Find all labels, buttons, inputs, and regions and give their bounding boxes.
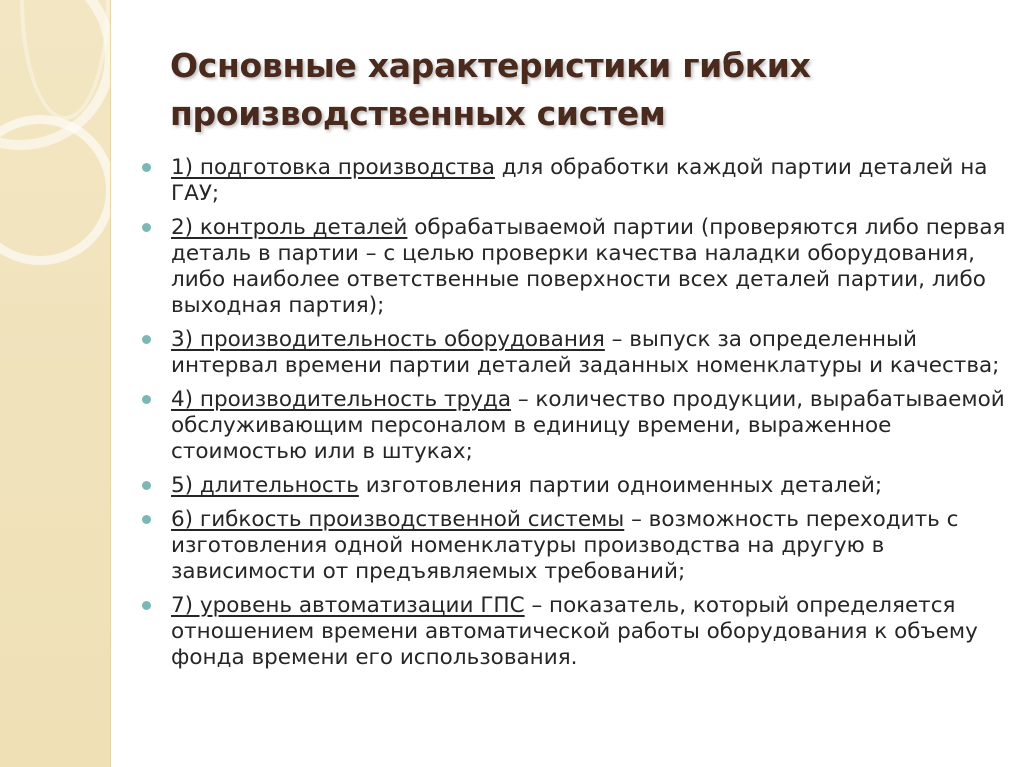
bullet-icon (142, 223, 151, 232)
list-item (140, 507, 1012, 585)
item-text: для обработки каждой партии деталей на ГАУ; (171, 155, 988, 206)
item-text: обрабатываемой партии (проверяются либо первая деталь в партии – с целью проверки качества наладки оборудования, либо наиболее ответственные поверхности всех деталей партии, либо выходная партия); (171, 215, 1006, 318)
bullet-list (140, 155, 1012, 679)
bullet-icon (142, 395, 151, 404)
bullet-icon (142, 515, 151, 524)
list-item (140, 215, 1012, 319)
item-text: изготовления партии одноименных деталей; (358, 473, 883, 498)
bullet-icon (142, 481, 151, 490)
item-text: – показатель, который определяется отношением времени автоматической работы оборудования к объему фонда времени его использования. (171, 593, 978, 670)
list-item (140, 155, 1012, 207)
bullet-icon (142, 601, 151, 610)
item-text: – количество продукции, вырабатываемой обслуживающим персоналом в единицу времени, выраженное стоимостью или в штуках; (171, 387, 1005, 464)
decorative-side-panel (0, 0, 110, 767)
item-text: – выпуск за определенный интервал времени партии деталей заданных номенклатуры и качества; (171, 327, 1000, 378)
bullet-icon (142, 163, 151, 172)
item-term: 4) производительность труда (171, 387, 511, 412)
slide-title: Основные характеристики гибких производственных систем (170, 46, 811, 133)
item-text: – возможность переходить с изготовления одной номенклатуры производства на другую в зависимости от предъявляемых требований; (171, 507, 959, 584)
bullet-icon (142, 335, 151, 344)
side-divider (110, 0, 111, 767)
item-term: 5) длительность (171, 473, 359, 498)
item-term: 3) производительность оборудования (171, 327, 605, 352)
decorative-ring (0, 115, 110, 265)
list-item (140, 473, 1012, 499)
list-item (140, 593, 1012, 671)
list-item (140, 327, 1012, 379)
item-term: 2) контроль деталей (171, 215, 408, 240)
item-term: 1) подготовка производства (171, 155, 495, 180)
item-term: 6) гибкость производственной системы (171, 507, 625, 532)
list-item (140, 387, 1012, 465)
item-term: 7) уровень автоматизации ГПС (171, 593, 525, 618)
